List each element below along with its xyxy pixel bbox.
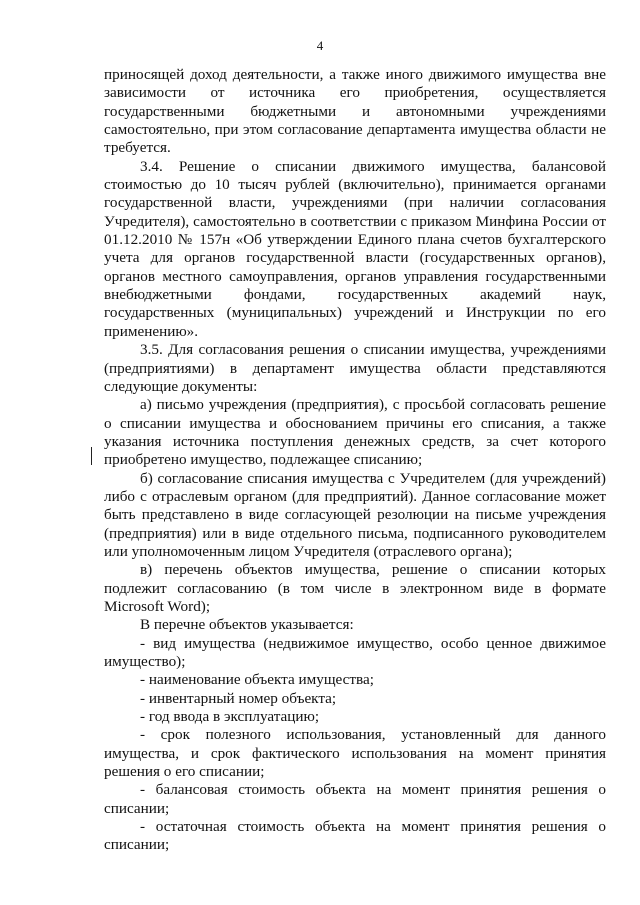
margin-correction-mark	[91, 447, 92, 465]
list-item-residual-value: - остаточная стоимость объекта на момент принятия решения о списании;	[104, 818, 606, 854]
paragraph-item-b: б) согласование списания имущества с Учредителем (для учреждений) либо с отраслевым органом (для предприятий). Данное согласование может быть представлено в виде согласующей резолюции на письме учреждения (предприятия) или в виде отдельного письма, подписанного руководителем или уполномоченным лицом Учредителя (отраслевого органа);	[104, 469, 606, 560]
page-number: 4	[316, 38, 324, 53]
paragraph-3-5: 3.5. Для согласования решения о списании имущества, учреждениями (предприятиями) в департамент имущества области представляются следующие документы:	[104, 341, 606, 395]
document-body	[104, 66, 606, 855]
list-item-name: - наименование объекта имущества;	[140, 671, 374, 689]
list-item-useful-life: - срок полезного использования, установленный для данного имущества, и срок фактического использования на момент принятия решения о его списании;	[104, 726, 606, 781]
list-item-book-value: - балансовая стоимость объекта на момент принятия решения о списании;	[104, 781, 606, 817]
paragraph-item-a: а) письмо учреждения (предприятия), с просьбой согласовать решение о списании имущества и обоснованием причины его списания, а также указания источника поступления денежных средств, за счет которого приобретено имущество, подлежащее списанию;	[104, 396, 606, 469]
paragraph-item-v: в) перечень объектов имущества, решение о списании которых подлежит согласованию (в том числе в электронном виде в формате Microsoft Word);	[104, 561, 606, 615]
list-intro: В перечне объектов указывается:	[140, 616, 354, 634]
paragraph-continuation: приносящей доход деятельности, а также иного движимого имущества вне зависимости от источника его приобретения, осуществляется государственными бюджетными и автономными учреждениями самостоятельно, при этом согласование департамента имущества области не требуется.	[104, 66, 606, 157]
paragraph-3-4: 3.4. Решение о списании движимого имущества, балансовой стоимостью до 10 тысяч рублей (включительно), принимается органами государственной власти, учреждениями (при наличии согласования Учредителя), самостоятельно в соответствии с приказом Минфина России от 01.12.2010 № 157н «Об утверждении Единого плана счетов бухгалтерского учета для органов государственной власти (государственных органов), органов местного самоуправления, органов управления государственными внебюджетными фондами, государственных академий наук, государственных (муниципальных) учреждений и Инструкции по его применению».	[104, 157, 606, 340]
list-item-inventory-number: - инвентарный номер объекта;	[140, 689, 337, 707]
list-item-commission-year: - год ввода в эксплуатацию;	[140, 708, 320, 726]
list-item-property-type: - вид имущества (недвижимое имущество, особо ценное движимое имущество);	[104, 634, 606, 670]
